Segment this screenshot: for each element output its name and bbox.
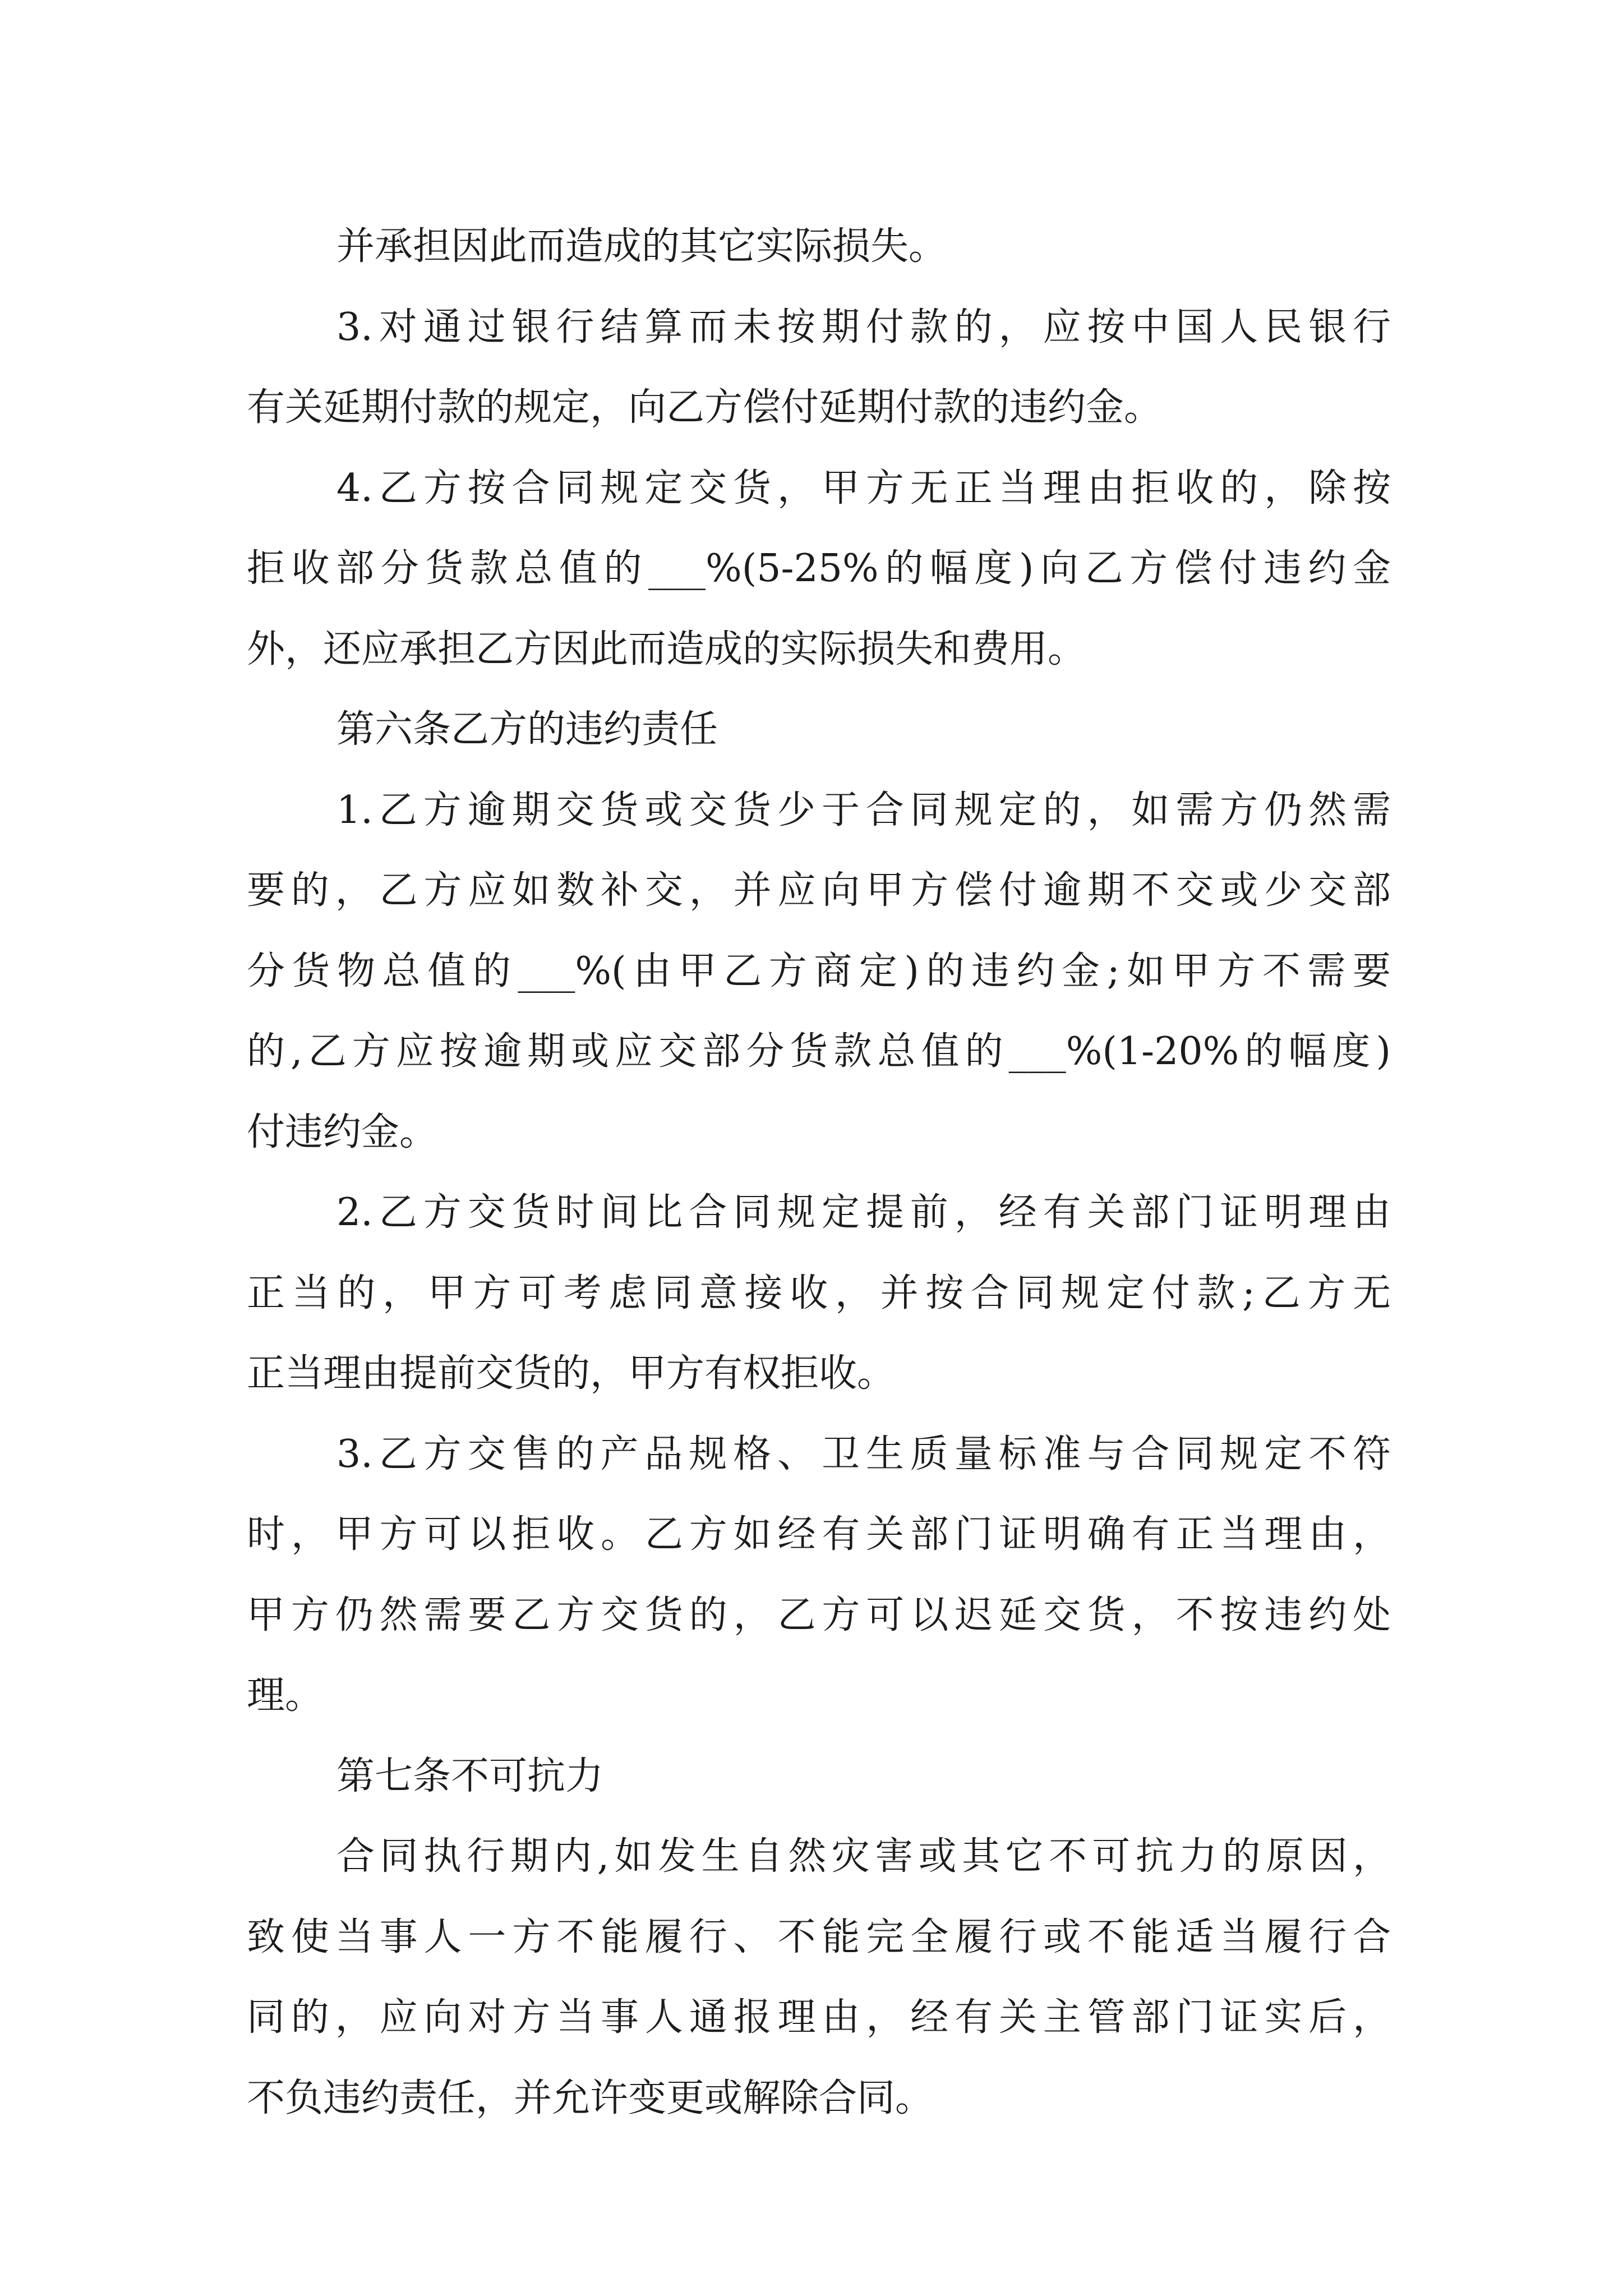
text-line: 不负违约责任，并允许变更或解除合同。	[247, 2076, 934, 2120]
text-line: 拒收部分货款总值的___%(5-25%的幅度)向乙方偿付违约金	[247, 546, 1391, 591]
text-line: 3.对通过银行结算而未按期付款的，应按中国人民银行	[336, 305, 1391, 349]
text-line: 第六条乙方的违约责任	[336, 707, 718, 752]
text-line: 4.乙方按合同规定交货，甲方无正当理由拒收的，除按	[336, 466, 1391, 510]
text-line: 3.乙方交售的产品规格、卫生质量标准与合同规定不符	[336, 1432, 1391, 1476]
text-line: 理。	[247, 1673, 324, 1718]
text-line: 第七条不可抗力	[336, 1754, 604, 1798]
text-line: 付违约金。	[247, 1110, 438, 1154]
text-line: 时，甲方可以拒收。乙方如经有关部门证明确有正当理由，	[247, 1512, 1391, 1557]
text-line: 的,乙方应按逾期或应交部分货款总值的___%(1-20%的幅度)	[247, 1029, 1391, 1074]
document-body	[247, 206, 1391, 2138]
text-line: 致使当事人一方不能履行、不能完全履行或不能适当履行合	[247, 1915, 1391, 1959]
text-line: 正当理由提前交货的，甲方有权拒收。	[247, 1351, 896, 1396]
text-line: 合同执行期内,如发生自然灾害或其它不可抗力的原因，	[336, 1834, 1391, 1879]
text-line: 外，还应承担乙方因此而造成的实际损失和费用。	[247, 627, 1086, 671]
text-line: 要的，乙方应如数补交，并应向甲方偿付逾期不交或少交部	[247, 868, 1391, 913]
text-line: 甲方仍然需要乙方交货的，乙方可以迟延交货，不按违约处	[247, 1593, 1391, 1637]
text-line: 并承担因此而造成的其它实际损失。	[336, 224, 947, 269]
text-line: 1.乙方逾期交货或交货少于合同规定的，如需方仍然需	[336, 788, 1391, 832]
text-line: 分货物总值的___%(由甲乙方商定)的违约金;如甲方不需要	[247, 949, 1391, 993]
text-line: 有关延期付款的规定，向乙方偿付延期付款的违约金。	[247, 385, 1163, 430]
text-line: 正当的，甲方可考虑同意接收，并按合同规定付款;乙方无	[247, 1271, 1391, 1315]
text-line: 2.乙方交货时间比合同规定提前，经有关部门证明理由	[336, 1190, 1391, 1235]
text-line: 同的，应向对方当事人通报理由，经有关主管部门证实后，	[247, 1995, 1391, 2040]
